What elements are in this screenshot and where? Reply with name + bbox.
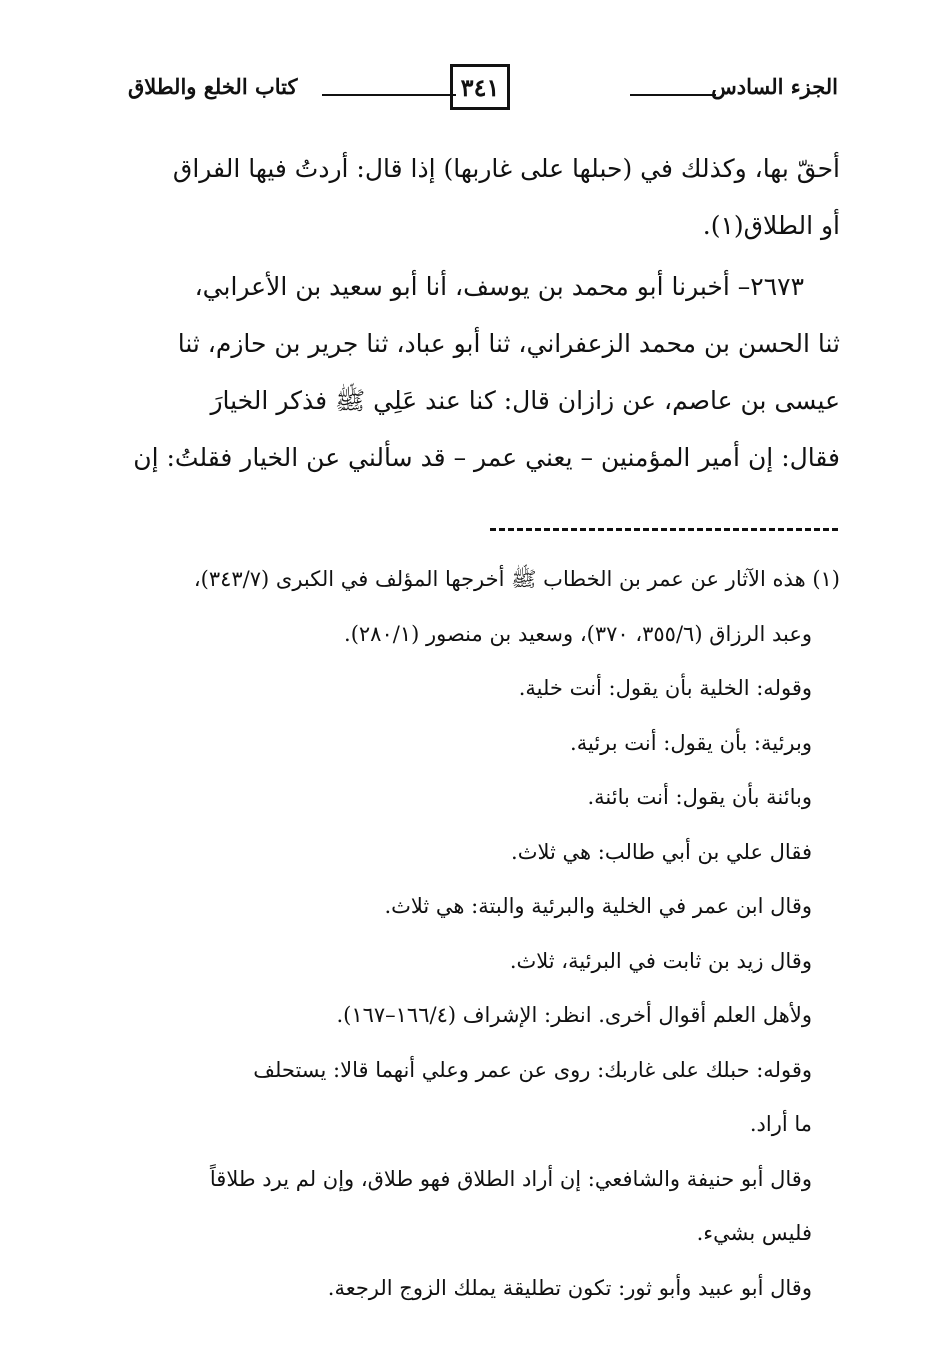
body-line: أحقّ بها، وكذلك في (حبلها على غاربها) إذا قال: أردتُ فيها الفراق — [172, 154, 840, 183]
running-header — [128, 62, 838, 118]
footnote-line: ما أراد. — [749, 1112, 812, 1136]
footnote-separator — [490, 528, 838, 531]
body-line: فقال: إن أمير المؤمنين – يعني عمر – قد سألني عن الخيار فقلتُ: إن — [133, 443, 840, 472]
book-title: كتاب الخلع والطلاق — [128, 74, 298, 99]
footnote-line: (١) هذه الآثار عن عمر بن الخطاب ﷺ أخرجها المؤلف في الكبرى (٣٤٣/٧)، — [193, 567, 840, 591]
body-line: عيسى بن عاصم، عن زازان قال: كنا عند عَلِي ﷺ فذكر الخيارَ — [210, 386, 840, 415]
footnote-line: وعبد الرزاق (٣٥٥/٦، ٣٧٠)، وسعيد بن منصور (٢٨٠/١). — [344, 621, 812, 646]
footnote-line: وقوله: الخلية بأن يقول: أنت خلية. — [518, 676, 812, 700]
body-line: ٢٦٧٣– أخبرنا أبو محمد بن يوسف، أنا أبو سعيد بن الأعرابي، — [194, 272, 804, 301]
footnote-line: وقال أبو عبيد وأبو ثور: تكون تطليقة يملك الزوج الرجعة. — [327, 1275, 812, 1300]
footnote-line: فليس بشيء. — [696, 1221, 812, 1245]
footnote-line: وبرئية: بأن يقول: أنت برئية. — [570, 730, 812, 755]
footnote-line: وقال ابن عمر في الخلية والبرئية والبتة: هي ثلاث. — [384, 894, 812, 918]
footnote-line: وقال أبو حنيفة والشافعي: إن أراد الطلاق فهو طلاق، وإن لم يرد طلاقاً — [209, 1166, 812, 1191]
footnote-line: وقوله: حبلك على غاربك: روى عن عمر وعلي أنهما قالا: يستحلف — [253, 1057, 812, 1082]
footnote-line: وبائنة بأن يقول: أنت بائنة. — [587, 785, 812, 809]
footnotes — [128, 552, 840, 1315]
body-line: ثنا الحسن بن محمد الزعفراني، ثنا أبو عباد، ثنا جرير بن حازم، ثنا — [177, 329, 840, 358]
header-rule-left — [322, 94, 456, 96]
body-line: أو الطلاق(١). — [702, 211, 840, 240]
footnote-line: ولأهل العلم أقوال أخرى. انظر: الإشراف (١٦٦/٤–١٦٧). — [336, 1003, 812, 1027]
footnote-line: وقال زيد بن ثابت في البرئية، ثلاث. — [509, 948, 812, 973]
footnote-line: فقال علي بن أبي طالب: هي ثلاث. — [511, 839, 812, 864]
page-number: ٣٤١ — [450, 64, 510, 110]
part-title: الجزء السادس — [711, 74, 838, 99]
header-rule-right — [630, 94, 716, 96]
main-text — [128, 140, 840, 486]
